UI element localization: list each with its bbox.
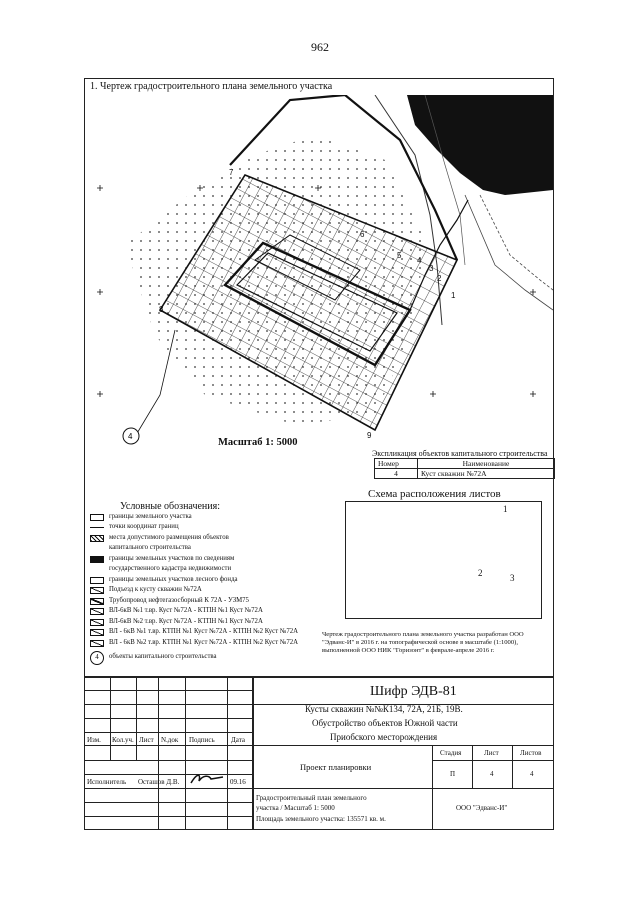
explication-row-number: 4 xyxy=(375,469,418,479)
col-header-date: Дата xyxy=(231,736,245,744)
col-header-sheet: Лист xyxy=(139,736,154,744)
boundary-symbol-icon xyxy=(90,514,104,521)
point-label-6: 6 xyxy=(360,230,365,239)
stage-header-sheet: Лист xyxy=(484,749,499,757)
executor-date: 09.16 xyxy=(230,778,246,786)
stage-name: Проект планировки xyxy=(300,762,372,772)
point-label-4: 4 xyxy=(417,256,422,265)
explication-table xyxy=(374,458,555,479)
signature-icon xyxy=(189,771,225,787)
legend-item: Трубопровод нефтегазосборный К 72А - УЗМ75 xyxy=(90,596,298,607)
col-header-change: Изм. xyxy=(87,736,101,744)
legend-item: Подъезд к кусту скважин №72А xyxy=(90,586,298,597)
powerline-symbol-icon xyxy=(90,608,104,615)
drawing-title: 1. Чертеж градостроительного плана земельного участка xyxy=(90,81,333,92)
stage-value: П xyxy=(450,770,456,778)
sheet-value: 4 xyxy=(490,770,494,778)
schema-sheet-2: 2 xyxy=(478,568,483,578)
col-header-signature: Подпись xyxy=(189,736,215,744)
sheets-value: 4 xyxy=(530,770,534,778)
drawing-note: Чертеж градостроительного плана земельного участка разработан ООО "Эдванс-И" в 2016 г. на топографической основе в масштабе (1:1000), выполненной ООО НИК "Горизонт" в феврале-апреле 2016 г. xyxy=(322,631,524,655)
powerline-symbol-icon xyxy=(90,640,104,647)
legend-item: государственного кадастра недвижимости xyxy=(109,565,232,573)
legend-item: 4 объекты капитального строительства xyxy=(90,653,298,664)
land-plot-drawing xyxy=(85,95,553,445)
point-label-3: 3 xyxy=(429,264,434,273)
sheet-title-line-3: Площадь земельного участка: 135571 кв. м. xyxy=(256,815,386,823)
executor-role: Исполнитель xyxy=(87,778,127,786)
object-circle-icon: 4 xyxy=(90,651,104,665)
legend-item: точки координат границ xyxy=(90,523,298,534)
legend-item: места допустимого размещения объектов xyxy=(90,533,298,544)
point-label-8: 8 xyxy=(159,305,164,314)
legend-title: Условные обозначения: xyxy=(120,501,221,512)
object-marker-label: 4 xyxy=(128,432,133,441)
stage-header-sheets: Листов xyxy=(520,749,542,757)
page-number: 962 xyxy=(311,40,329,54)
legend-item: капитального строительства xyxy=(109,544,191,552)
col-header-count: Кол.уч. xyxy=(112,736,134,744)
legend-item: ВЛ - 6кВ №1 т.вр. КТПН №1 Куст №72А - КТПН №2 Куст №72А xyxy=(90,628,298,639)
point-label-9: 9 xyxy=(367,431,372,440)
col-header-doc: N.док xyxy=(161,736,179,744)
forest-symbol-icon xyxy=(90,577,104,584)
point-label-5: 5 xyxy=(397,251,402,260)
hatch-symbol-icon xyxy=(90,535,104,542)
schema-sheet-3: 3 xyxy=(510,573,515,583)
project-line-1: Кусты скважин №№К134, 72А, 21Б, 19В. xyxy=(305,704,463,714)
dark-area xyxy=(407,95,553,195)
legend-item: ВЛ-6кВ №2 т.вр. Куст №72А - КТПН №1 Куст №72А xyxy=(90,617,298,628)
powerline-symbol-icon xyxy=(90,629,104,636)
pipeline-symbol-icon xyxy=(90,598,104,605)
legend-item: границы земельного участка xyxy=(90,512,298,523)
legend-item: ВЛ - 6кВ №2 т.вр. КТПН №1 Куст №72А - КТПН №2 Куст №72А xyxy=(90,638,298,649)
sheet-layout-schema xyxy=(345,501,542,619)
sheet-title-line-1: Градостроительный план земельного xyxy=(256,794,367,802)
explication-row-name: Куст скважин №72А xyxy=(418,469,555,479)
point-symbol-icon xyxy=(90,527,104,528)
project-line-2: Обустройство объектов Южной части xyxy=(312,718,458,728)
explication-header-name: Наименование xyxy=(418,459,555,469)
sheet-title-line-2: участка / Масштаб 1: 5000 xyxy=(256,804,335,812)
schema-sheet-1: 1 xyxy=(503,504,508,514)
cadastre-symbol-icon xyxy=(90,556,104,563)
point-label-7: 7 xyxy=(229,168,234,177)
stage-header-stage: Стадия xyxy=(440,749,462,757)
legend xyxy=(90,512,298,663)
cipher: Шифр ЭДВ-81 xyxy=(370,684,457,699)
project-line-3: Приобского месторождения xyxy=(330,732,438,742)
scale-label: Масштаб 1: 5000 xyxy=(218,437,298,448)
powerline-symbol-icon xyxy=(90,619,104,626)
explication-header-number: Номер xyxy=(375,459,418,469)
legend-item: границы земельных участков по сведениям xyxy=(90,554,298,565)
point-label-1: 1 xyxy=(451,291,456,300)
company-name: ООО "Эдванс-И" xyxy=(456,804,508,812)
executor-name: Осташов Д.В. xyxy=(138,778,180,786)
legend-item: ВЛ-6кВ №1 т.вр. Куст №72А - КТПН №1 Куст №72А xyxy=(90,607,298,618)
road-symbol-icon xyxy=(90,587,104,594)
point-label-2: 2 xyxy=(437,274,442,283)
legend-item: границы земельных участков лесного фонда xyxy=(90,575,298,586)
explication-title: Экспликация объектов капитального строительства xyxy=(372,449,548,458)
schema-title: Схема расположения листов xyxy=(368,488,501,500)
